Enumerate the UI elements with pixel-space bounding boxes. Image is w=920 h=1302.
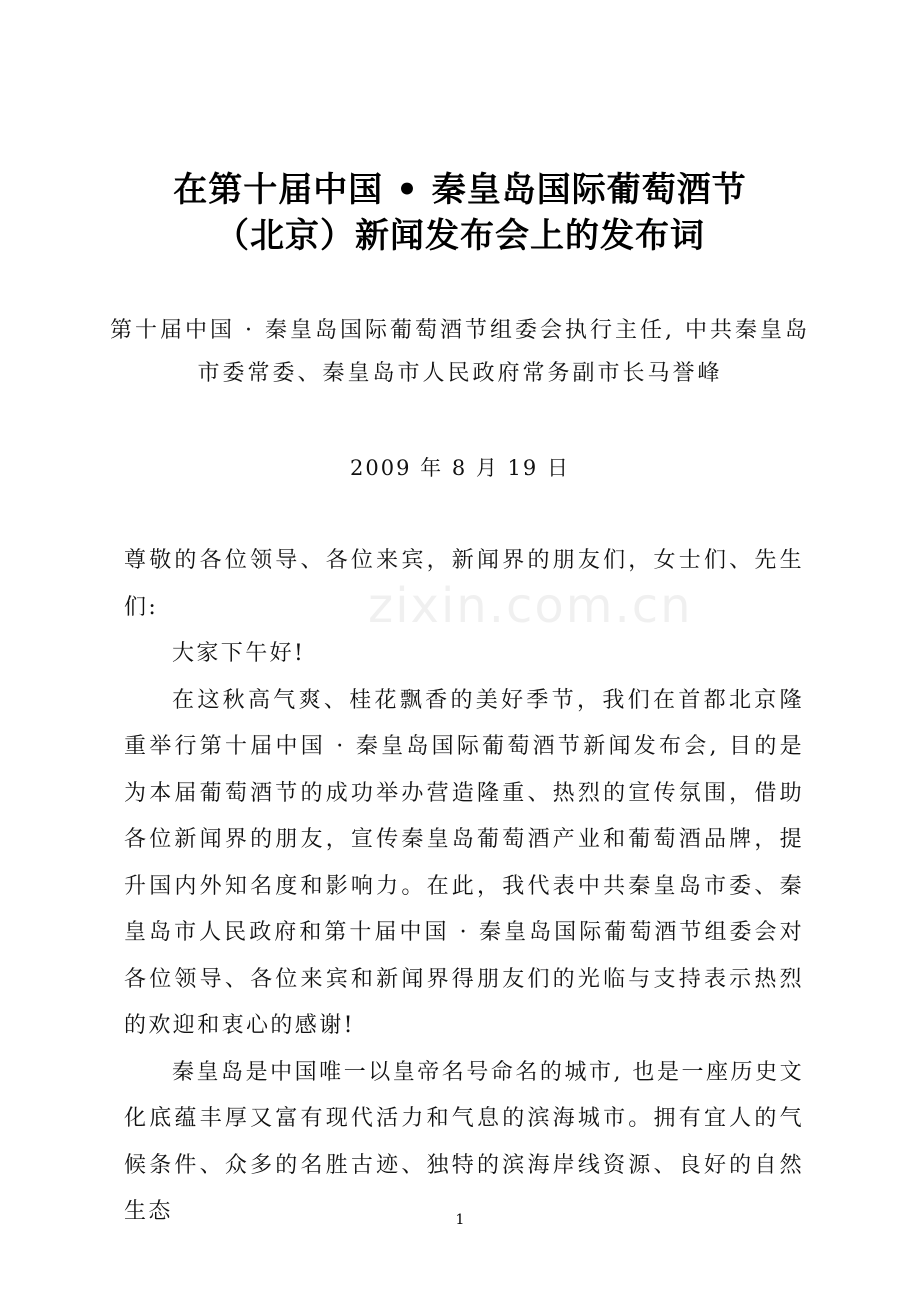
speech-body [124, 538, 804, 1236]
paragraph: 秦皇岛是中国唯一以皇帝名号命名的城市, 也是一座历史文化底蕴丰厚又富有现代活力和气息的滨海城市。拥有宜人的气候条件、众多的名胜古迹、独特的滨海岸线资源、良好的自然生态 [124, 1059, 804, 1224]
paragraph: 在这秋高气爽、桂花飘香的美好季节，我们在首都北京隆重举行第十届中国 · 秦皇岛国际葡萄酒节新闻发布会, 目的是为本届葡萄酒节的成功举办营造隆重、热烈的宣传氛围，借助各位新闻界的朋友，宣传秦皇岛葡萄酒产业和葡萄酒品牌，提升国内外知名度和影响力。在此，我代表中共秦皇岛市委、秦皇岛市人民政府和第十届中国 · 秦皇岛国际葡萄酒节组委会对各位领导、各位来宾和新闻界得朋友们的光临与支持表示热烈的欢迎和衷心的感谢! [124, 687, 804, 1038]
document-title-line-1: 在第十届中国 • 秦皇岛国际葡萄酒节 [173, 170, 747, 210]
byline-line-2: 市委常委、秦皇岛市人民政府常务副市长马誉峰 [197, 361, 723, 386]
byline-line-1: 第十届中国 · 秦皇岛国际葡萄酒节组委会执行主任, 中共秦皇岛 [110, 318, 810, 343]
salutation: 尊敬的各位领导、各位来宾，新闻界的朋友们，女士们、先生们: [124, 548, 804, 620]
page-number: 1 [455, 1212, 465, 1228]
greeting: 大家下午好! [172, 641, 306, 666]
document-title-line-2: （北京）新闻发布会上的发布词 [215, 216, 705, 256]
watermark: zixin.com.cn [368, 578, 693, 634]
speech-date: 2009 年 8 月 19 日 [350, 456, 570, 480]
